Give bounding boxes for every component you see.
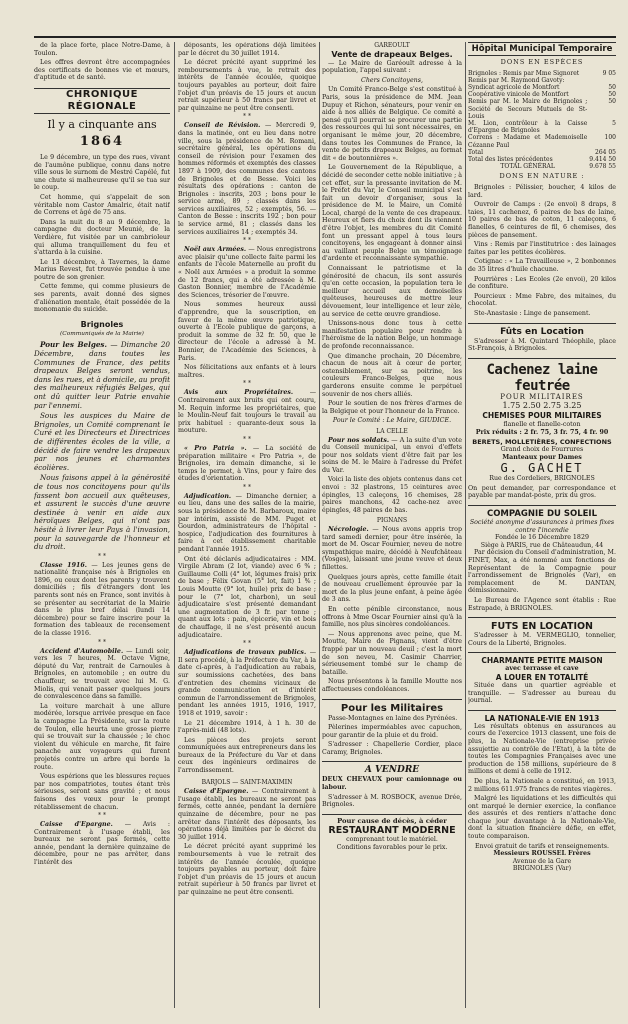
ad-text: BERETS, MOLLETIÈRES, CONFECTIONS [472, 437, 612, 446]
article-head: Caisse d'Epargne. [184, 788, 249, 796]
history-subtitle: Il y a cinquante ans [47, 117, 157, 131]
article-text: — Les jeunes gens de nationalité française nés à Brignoles en 1896, ou ceux dont les parents y trouvent domiciliés ; fils d'étrangers dont les parents sont nés en France, sont invités à se présenter au secrétariat de la Mairie dans le plus bref délai (lundi 14 décembre) pour se faire inscrire pour la formation des tableaux de recensement de la classe 1916. [34, 561, 170, 638]
article-text: Nous sommes heureux aussi d'apprendre, que la souscription, en faveur de la même œuvre patriotique, ouverte à l'Ecole publique de garçons, a produit la somme de 32 fr. 50, que le directeur de l'école a adressé à M. Bonnier, de l'Académie des Sciences, à Paris. [178, 301, 316, 362]
article-text: déposants, les opérations déjà limitées par le décret du 30 juillet 1914. [178, 42, 316, 57]
separator-stars: * * [243, 435, 251, 443]
ad-title: Fûts en Location [500, 326, 584, 337]
column-3 [322, 42, 462, 1008]
article-head: Avis aux Propriétaires. [184, 389, 294, 397]
ad-text: flanelle et flanelle-coton [503, 421, 581, 429]
hospital-title: Hôpital Municipal Temporaire [468, 42, 616, 56]
article-text: Le décret précité ayant supprimé les remboursements à vue le retrait des intérêts de l'année écoulée, quoique toujours payables au porteur, doit faire l'objet d'un préavis de 15 jours et aucun retrait supérieur à 50 francs par livret et par quinzaine ne peut être consenti. [178, 843, 316, 896]
article-text: — Avis : Contrairement à l'usage établi, les bureaux ne seront pas fermés, cette année, pendant la dernière quinzaine de décembre, pour ne pas arrêter, dans l'intérêt des [34, 821, 170, 867]
table-row: Syndicat agricole de Montfort 50 [468, 84, 616, 91]
article-text: — Mercredi 9, dans la matinée, ont eu lieu dans notre ville, sous la présidence de M. Romani, secrétaire général, les opérations du conseil de révision pour l'examen des hommes réformés et exemptés des classes 1897 à 1909, des communes des cantons de Brignoles et de Besse. Voici les résultats des opérations : canton de Brignoles : inscrits, 203 ; bons pour le service armé, 89 ; classés dans les services auxiliaires, 52 ; exemptés, 56. — Canton de Besse : inscrits 192 ; bon pour le service armé, 81 ; classés dans les services auxiliaires 14 ; exemptés 34. [178, 122, 316, 236]
article-text: Voici la liste des objets contenus dans cet envoi : 32 plastrons, 15 ceintures avec épingles, 13 caleçons, 16 chemises, 28 paires manchons, 42 cache-nez avec épingles, 48 paires de bas. [322, 476, 462, 514]
table-row: Correns : Madame et Mademoiselle Cézanne Paul 100 [468, 134, 616, 149]
ad-maison [468, 652, 616, 704]
ad-text: Située dans un quartier agréable et tranquille. — S'adresser au bureau du journal. [468, 681, 616, 705]
article-text: Les pièces des projets seront communiquées aux entrepreneurs dans les bureaux de la Préfecture du Var et dans ceux des ingénieurs ordinaires de l'arrondissement. [178, 736, 316, 775]
donations-heading: DONS EN ESPÈCES [500, 58, 584, 66]
column-1 [34, 42, 170, 1008]
column-rule [174, 42, 175, 1008]
column-rule [465, 42, 466, 1008]
history-year: 1864 [79, 133, 125, 149]
ad-text: Grand choix de Fourrures [500, 446, 584, 454]
newspaper-page [34, 36, 616, 1008]
ad-title: Cachenez laine feutrée [486, 361, 598, 394]
ad-title: A LOUER EN TOTALITÉ [495, 672, 589, 682]
ad-gachet [468, 358, 616, 500]
article-text: Un Comité Franco-Belge s'est constitué à Paris, sous la présidence de MM. Jean Dupuy et Richon, sénateurs, pour venir en aide à nos alliés de Belgique. Ce comité a pensé qu'il pourrait se procurer une partie des ressources qui lui sont nécessaires, en organisant le même jour, 20 décembre, dans toutes les Communes de France, la vente de petits drapeaux Belges, au format dit « de boutonnières ». [322, 86, 462, 162]
table-row: Brignoles : Remis par Mme Signoret 9 05 [468, 69, 616, 77]
ad-text: S'adresser : Chapellerie Cordier, place Caramy, Brignoles. [322, 741, 462, 756]
donations-nature-heading: DONS EN NATURE : [499, 172, 585, 181]
ad-title: Pour les Militaires [340, 702, 444, 714]
table-row: Remis par M. le Maire de Brignoles ; Société de Secours Mutuels de St-Louis 50 [468, 98, 616, 120]
ad-agent: Messieurs ROUSSEL Frères [493, 850, 591, 858]
ad-prices: 1.75 2.50 2.75 3.25 [502, 401, 582, 411]
article-text: Sous les auspices du Maire de Brignoles, un Comité comprenant le Curé et les Directeurs et Directrices de différentes écoles de la ville, a décidé de faire vendre les drapeaux par nos jeunes et charmantes écolières. [34, 411, 170, 472]
signature: Pour le Comité : Le Maire, GIUDICE. [332, 417, 452, 425]
article-text: Connaissant le patriotisme et la générosité de chacun, ils sont assurés qu'en cette occasion, la population tera le meilleur accueil aux demoiselles quêteuses, heureuses de mettre leur dévouement, leur intelligence et leur zèle, au service de cette œuvre grandiose. [322, 265, 462, 318]
article-head: Noël aux Armées. [184, 246, 247, 254]
article-text: — Nous avons appris trop tard samedi dernier, pour être insérée, la mort de M. Oscar Fournier, neveu de notre sympathique maire, décédé à Neufchâteau (Vosges), laissant une jeune veuve et deux fillettes. [322, 526, 462, 571]
town-heading: Brignoles [80, 319, 124, 329]
separator-stars: * * [243, 640, 251, 648]
ad-text: S'adresser à M. VERMEGLIO, tonnelier, Cours de la Liberté, Brignoles. [468, 632, 616, 647]
article-text: Vous espérions que les blessures reçues par nos compatriotes, toutes étant très sérieuses, seront sans gravité ; et nous faisons des vœux pour le prompt rétablissement de chacun. [34, 773, 170, 811]
separator-stars: * * [98, 552, 106, 560]
article-text: Le 21 décembre 1914, à 1 h. 30 de l'après-midi (48 lots). [178, 719, 316, 735]
article-text: Nous présentons à la famille Moutte nos affectueuses condoléances. [322, 678, 462, 693]
article-text: Le décret précité ayant supprimé les remboursements à vue, le retrait des intérêts de l'année écoulée, quoique toujours payables au porteur, doit faire l'objet d'un préavis de 15 jours et aucun retrait supérieur à 50 francs par livret et par quinzaine ne peut être consenti. [178, 59, 316, 112]
ad-address: BRIGNOLES (Var) [512, 865, 572, 873]
article-text: Ont été déclarés adjudicataires : MM. Virgile Abram (2 lot, viande) avec 6 % ; Guillaume Colli (4° lot, légumes frais) prix de base ; Félix Govan (5° lot, fait) 1 % ; Louis Moutte (9° lot, huile) prix de base ; pour le (7° lot, charbon), un seul adjudicataire s'est présenté demandant une augmentation de 3 fr. par tonne ; quant aux lots : pain, épicerie, vin et bois de chauffage, il ne s'est présenté aucun adjudicataire. [178, 555, 316, 639]
ad-vendre [322, 761, 462, 808]
top-rule [34, 36, 616, 38]
separator-stars: * * [243, 483, 251, 491]
article-text: — Nous apprenons avec peine, que M. Moutte, Maire de Pignans, vient d'être frappé par un nouveau deuil ; c'est la mort de son neveu, M. Casimir Charrier, sérieusement tombé sur le champ de bataille. [322, 630, 462, 676]
ad-soleil [468, 505, 616, 612]
article-text: Quelques jours après, cette famille était de nouveau cruellement éprouvée par la mort de la plus jeune enfant, à peine âgée de 3 ans. [322, 573, 462, 604]
ad-subtitle: avec terrasse et cave [505, 665, 579, 673]
ad-title: A VENDRE [364, 765, 420, 776]
article-text: — Nous enregistrons avec plaisir qu'une collecte faite parmi les enfants de l'école Maternelle au profit du « Noël aux Armées » a produit la somme de 12 francs, qui a été adressée à M. Gaston Bonnier, membre de l'Académie des Sciences, trésorier de l'œuvre. [178, 246, 316, 299]
article-head: Nécrologie. [328, 526, 369, 534]
ad-futs-location [468, 617, 616, 647]
article-text: — Contrairement aux bruits qui ont couru, M. Requin informe les propriétaires, que le Moulin-Neuf fait toujours le travail au prix habituel : quarante-deux sous la mouture. [178, 389, 316, 435]
history-paragraph: Le 9 décembre, un type des rues, vivant de l'aumône publique, connu dans notre ville sous le surnom de Mestré Capélé, fut une chute si malheureuse qu'il se tua sur le coup. [34, 153, 170, 192]
ad-text: Malgré les liquidations et les difficultés qui ont marqué le dernier exercice, la confiance des assurés et des rentiers n'attache donc chaque jour davantage à la Nationale-Vie, dont la situation financière défie, en effet, toute comparaison. [468, 795, 616, 841]
ad-text: De plus, la Nationale a constitué, en 1913, 2 millions 611.975 francs de rentes viagères. [468, 777, 616, 793]
separator-stars: * * [98, 812, 106, 820]
table-row: Total des listes précédentes 9.414 50 [468, 156, 616, 164]
donation-text: Cotignac : « La Travailleuse », 2 bonbonnes de 35 litres d'huile chacune. [468, 258, 616, 273]
ad-title: CHARMANTE PETITE MAISON [481, 656, 603, 666]
ad-title: FUTS EN LOCATION [491, 621, 593, 633]
ad-text: Par décision du Conseil d'administration, M. FINET, Max, a été nommé aux fonctions de Représentant de la Compagnie pour l'arrondissement de Brignoles (Var), en remplacement de M. DANTAN, démissionnaire. [468, 549, 616, 595]
article-head: Classe 1916. [40, 561, 87, 569]
ad-text: Pèlerines imperméables avec capuchon, pour garantir de la pluie et du froid. [322, 724, 462, 739]
article-head: Pour nos soldats. [328, 436, 390, 444]
ad-title: LA NATIONALE-VIE EN 1913 [484, 713, 600, 723]
article-head: Adjudications de travaux publics. [184, 649, 307, 657]
donation-text: Pourrières : Les Ecoles (2e envoi), 20 kilos de confiture. [468, 275, 616, 291]
history-paragraph: Cet homme, qui s'appelait de son véritable nom Castor Amalric, était natif de Correns et âgé de 75 ans. [34, 193, 170, 217]
ad-text: On peut demander, par correspondance et payable par mandat-poste, prix du gros. [468, 484, 616, 500]
ad-nationale-vie [468, 710, 616, 873]
column-2 [178, 42, 316, 1008]
article-head: Conseil de Révision. [184, 122, 261, 130]
ad-text: Le Bureau de l'Agence sont établis : Rue Estrapade, à BRIGNOLES. [468, 597, 616, 612]
ad-text: S'adresser à M. Quintard Théophile, place St-François, à Brignoles. [468, 337, 616, 353]
town-heading: LA CELLE [376, 427, 408, 435]
town-heading: BARJOLS — SAINT-MAXIMIN [201, 778, 293, 786]
table-row: Coopérative vinicole de Montfort 50 [468, 91, 616, 99]
article-text: Que dimanche prochain, 20 Décembre, chacun de nous ait à cœur de porter, ostensiblement, sur sa poitrine, les couleurs Franco-Belges, que nous garderons ensuite comme le perpétuel souvenir de nos chers alliés. [322, 352, 462, 398]
article-text: — La société de préparation militaire « Pro Patria », de Brignoles, ira demain dimanche, si le temps le permet, à Vins, pour y faire des études d'orientation. [178, 444, 316, 483]
article-text: — Contrairement à l'usage établi, les bureaux ne seront pas fermés, cette année, pendant la dernière quinzaine de décembre, pour ne pas arrêter dans l'intérêt des déposants, les opérations déjà limitées par le décret du 30 juillet 1914. [178, 788, 316, 841]
ad-restaurant [322, 814, 462, 852]
article-text: Nous faisons appel à la générosité de tous nos concitoyens pour qu'ils fassent bon accueil aux quêteuses, et assurent le succès d'une œuvre destinée à venir en aide aux héroïques Belges, qui n'ont pas hésité à livrer leur Pays à l'invasion, pour la sauvegarde de l'honneur et du droit. [34, 473, 170, 552]
ad-address: Rue des Cordeliers, BRIGNOLES [489, 475, 595, 483]
column-4 [468, 42, 616, 1008]
table-row: Remis par M. Raymond Gavoty: [468, 76, 565, 84]
article-title: Vente de drapeaux Belges. [331, 49, 453, 59]
article-head: Accident d'Automobile. [40, 647, 124, 655]
ad-subtitle: Société anonyme d'assurances à primes fixes contre l'incendie [469, 519, 615, 534]
table-row: M. Lion, contrôleur à la Caisse d'Epargne de Brignoles 5 [468, 120, 616, 135]
ad-title: COMPAGNIE DU SOLEIL [486, 509, 598, 520]
ad-text: Passe-Montagnes en laine des Pyrénées. [328, 714, 458, 722]
separator-stars: * * [243, 237, 251, 245]
ad-subtitle: POUR MILITAIRES [500, 392, 584, 401]
history-paragraph: Dans la nuit du 8 au 9 décembre, la campagne du docteur Meunié, de la Verdière, fut visitée par un cambrioleur qui alluma tranquillement du feu et s'attarda à la cuisine. [34, 218, 170, 257]
article-text: — A la suite d'un vote du Conseil municipal, un envoi d'effets pour nos soldats vient d'être fait par les soins de M. le Maire à l'adresse du Préfet du Var. [322, 436, 462, 474]
town-heading: GARÉOULT [374, 42, 410, 49]
donations-table [468, 70, 616, 171]
article-text: Pour le soutien de nos frères d'armes de la Belgique et pour l'honneur de la France. [322, 400, 462, 415]
salutation: Chers Concitoyens, [361, 76, 423, 84]
ad-text: Prix réduits : 2 fr. 75, 3 fr. 75, 4 fr. 90 [475, 428, 609, 436]
ad-head: Pour cause de décès, à céder [337, 816, 447, 825]
town-heading: PIGNANS [376, 517, 408, 525]
article-text: — Dimanche dernier, a eu lieu, dans une des salles de la mairie, sous la présidence de M. Barbaroux, maire par intérim, assisté de MM. Puget et Gourdon, administrateurs de l'hôpital - hospice, l'adjudication des fournitures à faire à cet établissement charitable pendant l'année 1915. [178, 492, 316, 554]
section-title: CHRONIQUE RÉGIONALE [34, 88, 170, 114]
article-text: Le Gouvernement de la République, a décidé de seconder cette noble initiative ; à cet effet, sur la pressante invitation de M. le Préfet du Var, le Conseil municipal s'est fait un devoir d'organiser, sous la présidence de M. le Maire, un Comité Local, chargé de la vente de ces drapeaux. Heureux et fiers du choix dont ils viennent d'être l'objet, les membres du dit Comité font un pressant appel à tous leurs concitoyens, les engageant à donner ainsi au vaillant peuple Belge un témoignage d'ardente et reconnaissante sympathie. [322, 164, 462, 263]
donation-text: Pourcieux : Mme Fabre, des mitaines, du chocolat. [468, 292, 616, 308]
history-paragraph: Cette femme, qui comme plusieurs de ses parents, avait donné des signes d'aliénation mentale, était possédée de la monomanie du suicide. [34, 283, 170, 314]
ad-text: Siège à PARIS, rue de Châteaudun, 44 [480, 541, 604, 549]
ad-futs [468, 323, 616, 353]
article-text: — Le Maire de Garéoult adresse à la population, l'appel suivant : [322, 59, 462, 75]
column-rule [319, 42, 320, 1008]
separator-stars: * * [243, 380, 251, 388]
ad-address: Avenue de la Gare [512, 857, 572, 865]
lead-paragraph: de la place forte, place Notre-Dame, à Toulon. [34, 42, 170, 57]
table-row: Total 264 05 [468, 148, 616, 156]
article-text: En cette pénible circonstance, nous offrons à Mme Oscar Fournier ainsi qu'à la famille, nos plus sincères condoléances. [322, 605, 462, 629]
article-head: Adjudication. [184, 492, 232, 500]
article-text: Unissons-nous donc tous à cette manifestation populaire pour rendre à l'héroïsme de la nation Belge, un hommage de profonde reconnaissance. [322, 320, 462, 350]
article-text: Nos félicitations aux enfants et à leurs maîtres. [178, 364, 316, 379]
total-value: 9.678 55 [589, 163, 616, 171]
separator-stars: * * [98, 638, 106, 646]
ad-text: comprenant tout le matériel. [346, 836, 438, 844]
history-paragraph: Le 13 décembre, à Tavernes, la dame Marius Revest, fut trouvée pendue à une poutre de son grenier. [34, 258, 170, 281]
donation-text: Ouvroir de Camps : (2e envoi) 8 draps, 8 taies, 11 cachenez, 6 paires de bas de laine, 10 paires de bas de coton, 11 caleçons, 6 flanelles, 6 ceintures de fil, 6 chemises, des pièces de pansement. [468, 201, 616, 239]
ad-address: S'adresser à M. ROSBOCK, avenue Drée, Brignoles. [322, 793, 462, 809]
ad-merchant: G. GACHET [500, 461, 584, 476]
total-label: TOTAL GÉNÉRAL [500, 163, 555, 171]
donation-text: Brignoles : Pélissier, boucher, 4 kilos de lard. [468, 184, 616, 199]
article-text: — Il sera procédé, à la Préfecture du Var, à la date ci-après, à l'adjudication au rabais, sur soumissions cachetées, des bans d'entretien des chemins vicinaux de grande communication et d'intérêt commun de l'arrondissement de Brignoles, pendant les années 1915, 1916, 1917, 1918 et 1919, savoir : [178, 649, 316, 717]
article-text: — Lundi soir, vers les 7 heures, M. Octave Vigne, député du Var, rentrait de Carnoules à Brignoles, en automobile ; en outre du chauffeur, se trouvait avec lui M. G. Miolis, qui venait passer quelques jours de convalescence dans sa famille. [34, 647, 170, 701]
ad-text: Les résultats obtenus en assurances au cours de l'exercice 1913 classent, une fois de plus, la Nationale-Vie (entreprise privée assujettie au contrôle de l'Etat), à la tête de toutes les Compagnies Françaises avec une production de 158 millions, supérieure de 8 millions et demi à celle de 1912. [468, 722, 616, 776]
ad-text: Fondée le 16 Décembre 1829 [495, 534, 589, 542]
article-text: La voiture marchait à une allure modérée, lorsque arrivée presque en face la campagne La Présidente, sur la route de Toulon, elle heurta une grosse pierre qui se trouvait sur la chaussée ; le choc violent du véhicule en marche, fit faire panache aux voyageurs qui furent projetés contre un arbre qui borde la route. [34, 702, 170, 771]
article-head: Pour les Belges. [40, 340, 107, 350]
ad-title: RESTAURANT MODERNE [328, 825, 456, 837]
ad-text: Conditions favorables pour le prix. [336, 844, 448, 852]
ad-title: CHEMISES POUR MILITAIRES [482, 411, 602, 421]
article-text: — Dimanche 20 Décembre, dans toutes les Communes de France, des petits drapeaux Belges seront vendus, dans les rues, et à domicile, au profit des malheureux réfugiés Belges, qui ont dû quitter leur Patrie envahie par l'ennemi. [34, 340, 170, 410]
ad-text: DEUX CHEVAUX pour camionnage ou labour. [322, 776, 462, 792]
donation-text: Vins : Remis par l'institutrice : des lainages faites par les petites écolières. [468, 241, 616, 256]
lead-paragraph: Les offres devront être accompagnées des certificats de bonnes vie et mœurs, d'aptitude et de santé. [34, 59, 170, 82]
separator-stars: * * [243, 113, 251, 121]
ad-militaires [322, 699, 462, 757]
town-subheading: (Communiqués de la Mairie) [60, 330, 144, 337]
ad-text: Manteaux pour Dames [502, 453, 582, 461]
article-head: « Pro Patria ». [184, 444, 247, 452]
donation-text: Ste-Anastasie : Linge de pansement. [474, 309, 591, 317]
table-row [468, 163, 616, 170]
article-head: Caisse d'Epargne. [40, 821, 113, 829]
ad-text: Envoi gratuit de tarifs et renseignements. [475, 842, 609, 850]
